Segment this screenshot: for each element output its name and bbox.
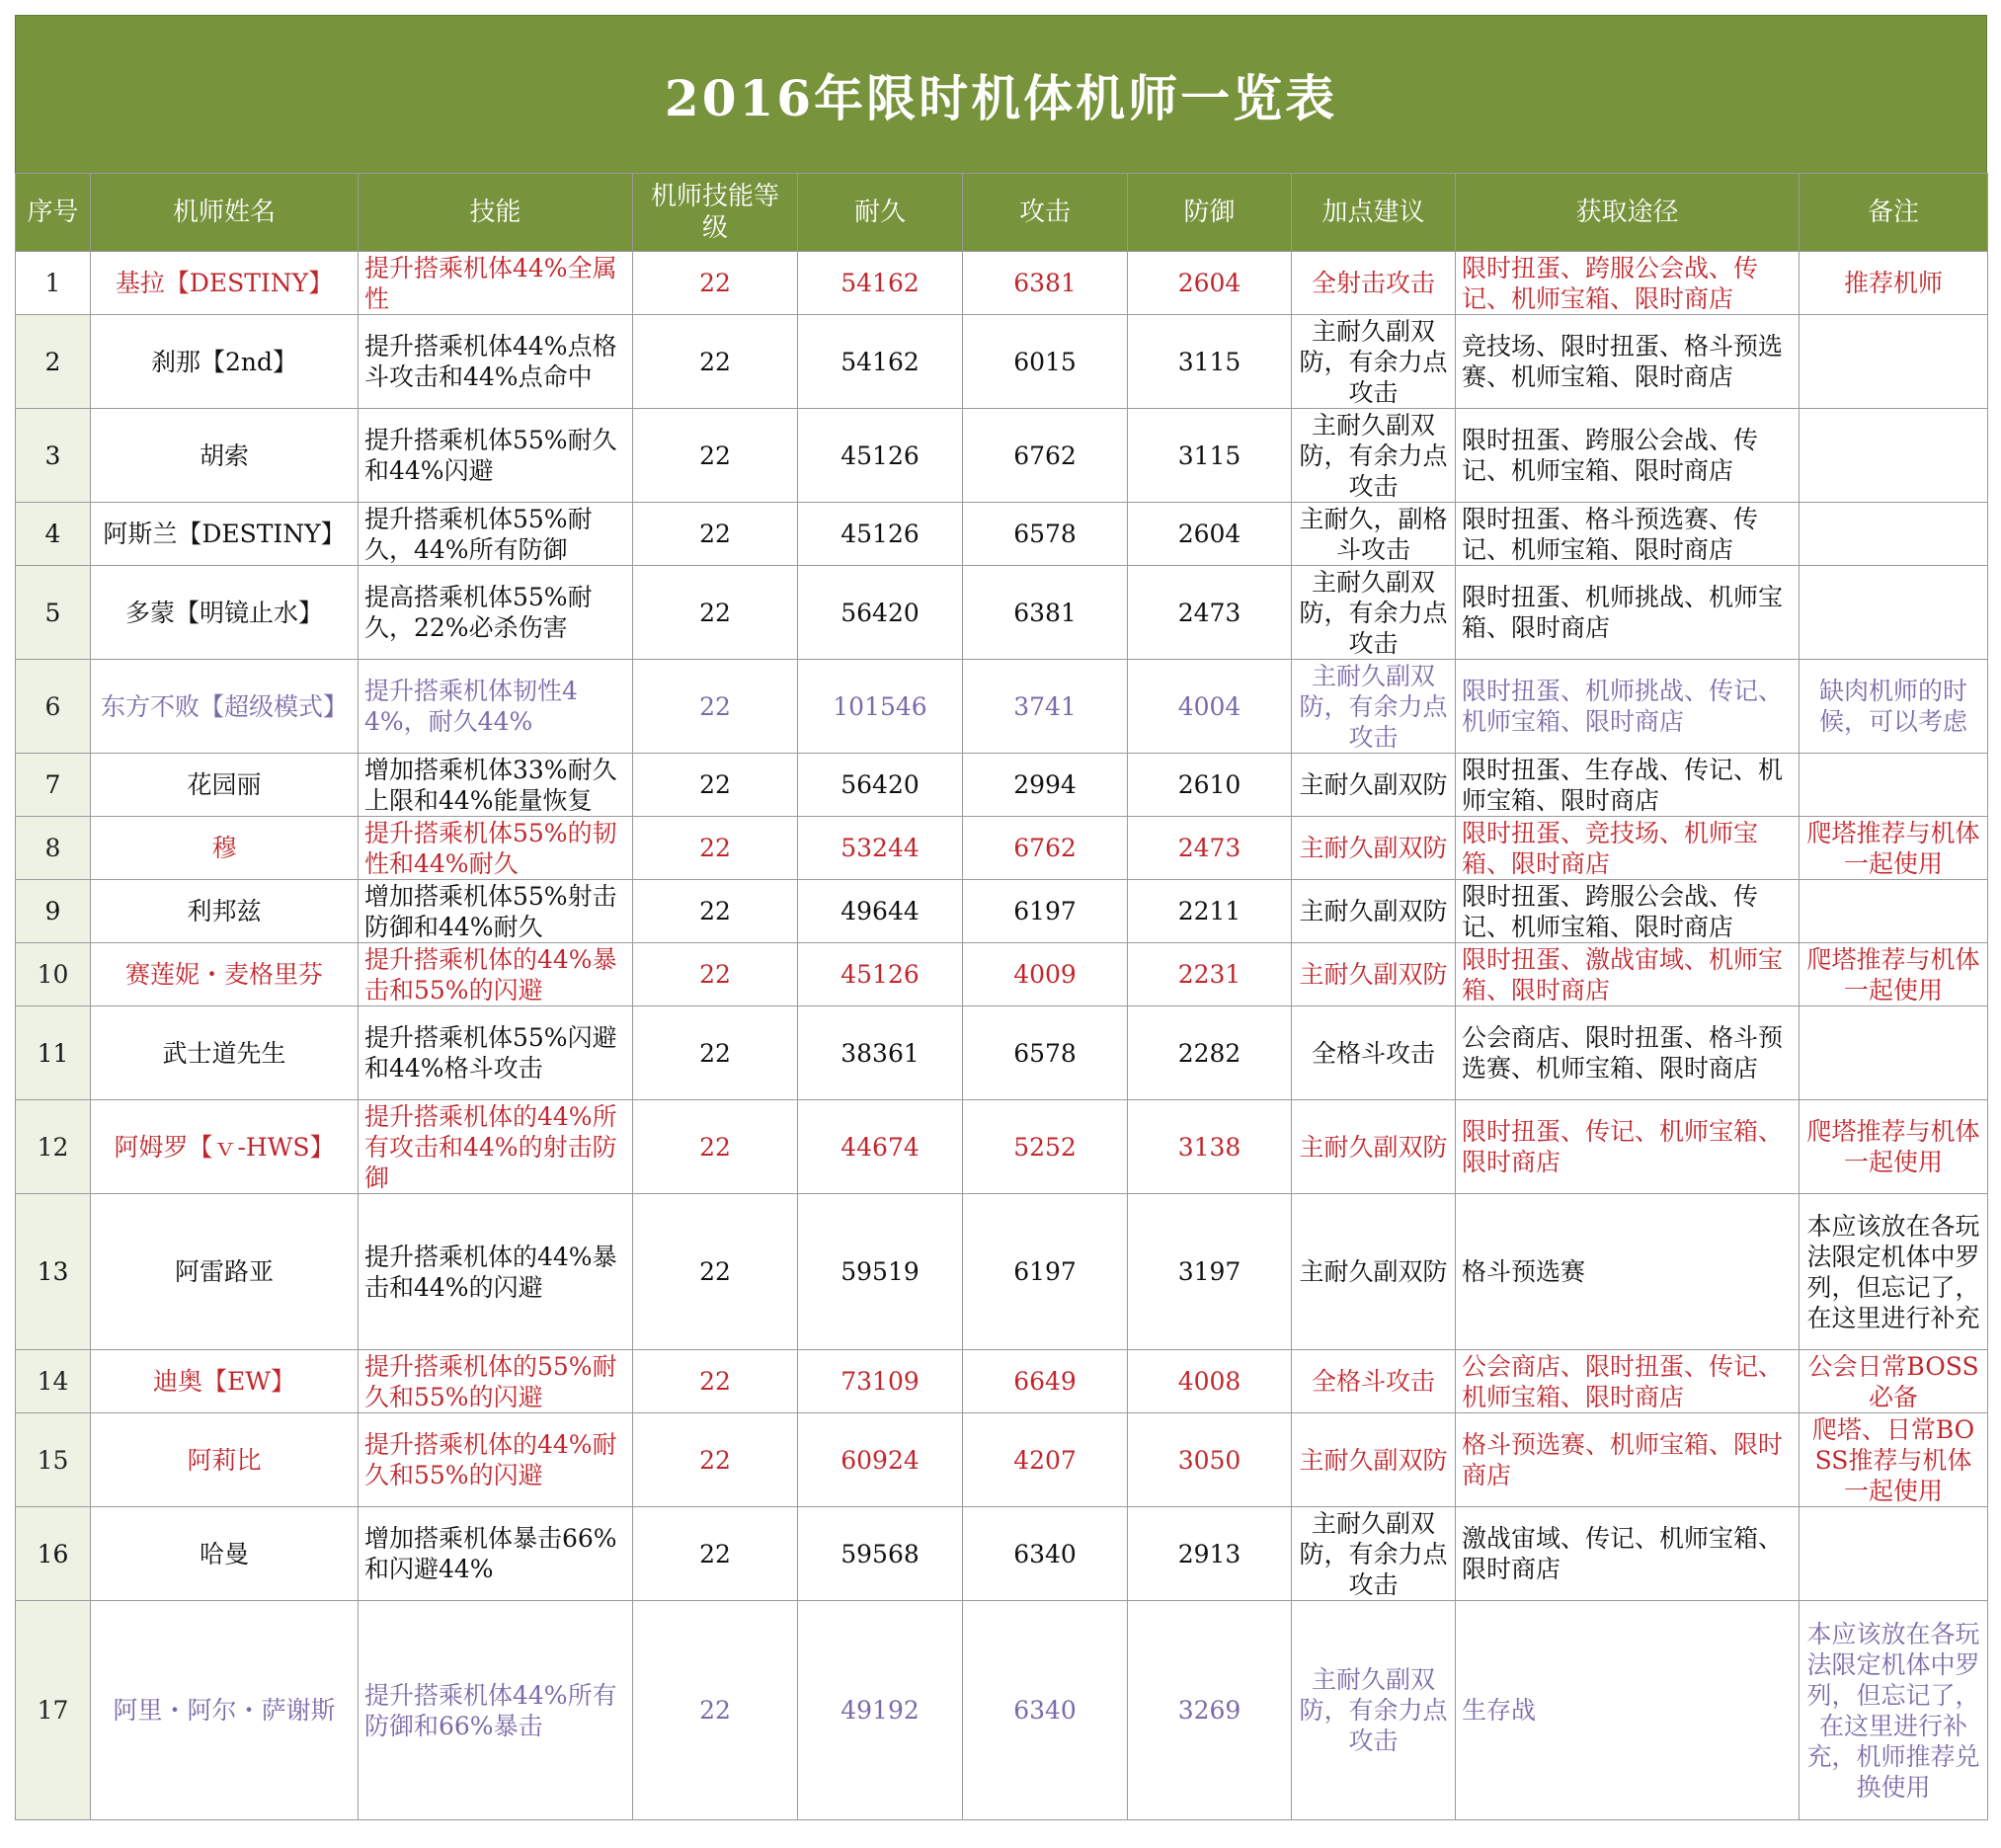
defense-value: 3269 bbox=[1128, 1601, 1292, 1820]
pilot-skill: 提升搭乘机体的44%耐久和55%的闪避 bbox=[359, 1413, 633, 1507]
skill-level: 22 bbox=[633, 880, 798, 943]
skill-level: 22 bbox=[633, 754, 798, 817]
remark: 公会日常BOSS必备 bbox=[1800, 1350, 1988, 1413]
table-row bbox=[16, 566, 1988, 660]
defense-value: 3050 bbox=[1128, 1413, 1292, 1507]
skill-level: 22 bbox=[633, 1194, 798, 1350]
pilot-skill: 提升搭乘机体的55%耐久和55%的闪避 bbox=[359, 1350, 633, 1413]
pilot-name: 迪奥【EW】 bbox=[91, 1350, 359, 1413]
acquisition-source: 限时扭蛋、激战宙域、机师宝箱、限时商店 bbox=[1456, 943, 1800, 1006]
row-number: 10 bbox=[16, 943, 91, 1006]
remark: 爬塔推荐与机体一起使用 bbox=[1800, 817, 1988, 880]
remark: 爬塔推荐与机体一起使用 bbox=[1800, 943, 1988, 1006]
skill-level: 22 bbox=[633, 315, 798, 409]
attack-value: 6015 bbox=[963, 315, 1128, 409]
acquisition-source: 公会商店、限时扭蛋、格斗预选赛、机师宝箱、限时商店 bbox=[1456, 1006, 1800, 1100]
remark: 缺肉机师的时候，可以考虑 bbox=[1800, 660, 1988, 754]
pilot-name: 阿姆罗【ｖ-HWS】 bbox=[91, 1100, 359, 1194]
remark: 爬塔推荐与机体一起使用 bbox=[1800, 1100, 1988, 1194]
acquisition-source: 限时扭蛋、跨服公会战、传记、机师宝箱、限时商店 bbox=[1456, 252, 1800, 315]
stat-advice: 全格斗攻击 bbox=[1292, 1006, 1456, 1100]
acquisition-source: 激战宙域、传记、机师宝箱、限时商店 bbox=[1456, 1507, 1800, 1601]
pilot-skill: 提升搭乘机体55%耐久，44%所有防御 bbox=[359, 503, 633, 566]
skill-level: 22 bbox=[633, 1006, 798, 1100]
pilot-skill: 增加搭乘机体55%射击防御和44%耐久 bbox=[359, 880, 633, 943]
stat-advice: 主耐久副双防，有余力点攻击 bbox=[1292, 1507, 1456, 1601]
attack-value: 6578 bbox=[963, 1006, 1128, 1100]
attack-value: 5252 bbox=[963, 1100, 1128, 1194]
spreadsheet bbox=[15, 15, 1987, 1820]
stat-advice: 全射击攻击 bbox=[1292, 252, 1456, 315]
skill-level: 22 bbox=[633, 1601, 798, 1820]
pilot-skill: 提升搭乘机体的44%暴击和44%的闪避 bbox=[359, 1194, 633, 1350]
pilot-name: 穆 bbox=[91, 817, 359, 880]
durability-value: 49192 bbox=[798, 1601, 963, 1820]
table-row bbox=[16, 1413, 1988, 1507]
acquisition-source: 限时扭蛋、跨服公会战、传记、机师宝箱、限时商店 bbox=[1456, 880, 1800, 943]
table-row bbox=[16, 1194, 1988, 1350]
remark bbox=[1800, 754, 1988, 817]
durability-value: 38361 bbox=[798, 1006, 963, 1100]
remark: 本应该放在各玩法限定机体中罗列，但忘记了，在这里进行补充 bbox=[1800, 1194, 1988, 1350]
skill-level: 22 bbox=[633, 1413, 798, 1507]
table-row bbox=[16, 1601, 1988, 1820]
stat-advice: 主耐久副双防，有余力点攻击 bbox=[1292, 660, 1456, 754]
row-number: 17 bbox=[16, 1601, 91, 1820]
defense-value: 3115 bbox=[1128, 409, 1292, 503]
remark: 本应该放在各玩法限定机体中罗列，但忘记了，在这里进行补充，机师推荐兑换使用 bbox=[1800, 1601, 1988, 1820]
acquisition-source: 限时扭蛋、格斗预选赛、传记、机师宝箱、限时商店 bbox=[1456, 503, 1800, 566]
row-number: 12 bbox=[16, 1100, 91, 1194]
stat-advice: 主耐久副双防 bbox=[1292, 817, 1456, 880]
remark bbox=[1800, 1507, 1988, 1601]
skill-level: 22 bbox=[633, 252, 798, 315]
table-row bbox=[16, 1507, 1988, 1601]
remark bbox=[1800, 566, 1988, 660]
stat-advice: 主耐久副双防 bbox=[1292, 754, 1456, 817]
acquisition-source: 竞技场、限时扭蛋、格斗预选赛、机师宝箱、限时商店 bbox=[1456, 315, 1800, 409]
durability-value: 60924 bbox=[798, 1413, 963, 1507]
attack-value: 4009 bbox=[963, 943, 1128, 1006]
remark bbox=[1800, 880, 1988, 943]
row-number: 8 bbox=[16, 817, 91, 880]
defense-value: 4008 bbox=[1128, 1350, 1292, 1413]
remark bbox=[1800, 409, 1988, 503]
durability-value: 45126 bbox=[798, 409, 963, 503]
stat-advice: 主耐久，副格斗攻击 bbox=[1292, 503, 1456, 566]
attack-value: 6381 bbox=[963, 252, 1128, 315]
stat-advice: 主耐久副双防 bbox=[1292, 1100, 1456, 1194]
attack-value: 6649 bbox=[963, 1350, 1128, 1413]
remark bbox=[1800, 503, 1988, 566]
durability-value: 49644 bbox=[798, 880, 963, 943]
stat-advice: 主耐久副双防 bbox=[1292, 1413, 1456, 1507]
row-number: 3 bbox=[16, 409, 91, 503]
defense-value: 3115 bbox=[1128, 315, 1292, 409]
remark: 推荐机师 bbox=[1800, 252, 1988, 315]
pilot-name: 阿里・阿尔・萨谢斯 bbox=[91, 1601, 359, 1820]
attack-value: 6340 bbox=[963, 1601, 1128, 1820]
attack-value: 6762 bbox=[963, 817, 1128, 880]
attack-value: 6197 bbox=[963, 1194, 1128, 1350]
row-number: 15 bbox=[16, 1413, 91, 1507]
pilot-name: 阿雷路亚 bbox=[91, 1194, 359, 1350]
durability-value: 59568 bbox=[798, 1507, 963, 1601]
acquisition-source: 公会商店、限时扭蛋、传记、机师宝箱、限时商店 bbox=[1456, 1350, 1800, 1413]
row-number: 7 bbox=[16, 754, 91, 817]
defense-value: 2282 bbox=[1128, 1006, 1292, 1100]
pilot-name: 多蒙【明镜止水】 bbox=[91, 566, 359, 660]
pilot-skill: 提升搭乘机体55%耐久和44%闪避 bbox=[359, 409, 633, 503]
table-row bbox=[16, 943, 1988, 1006]
skill-level: 22 bbox=[633, 1100, 798, 1194]
header-skill: 技能 bbox=[359, 174, 633, 252]
skill-level: 22 bbox=[633, 1350, 798, 1413]
stat-advice: 主耐久副双防，有余力点攻击 bbox=[1292, 566, 1456, 660]
table-row bbox=[16, 1350, 1988, 1413]
header-level: 机师技能等级 bbox=[633, 174, 798, 252]
skill-level: 22 bbox=[633, 503, 798, 566]
attack-value: 3741 bbox=[963, 660, 1128, 754]
table-row bbox=[16, 1006, 1988, 1100]
attack-value: 6197 bbox=[963, 880, 1128, 943]
pilot-table bbox=[15, 173, 1988, 1820]
pilot-skill: 提升搭乘机体44%所有防御和66%暴击 bbox=[359, 1601, 633, 1820]
skill-level: 22 bbox=[633, 817, 798, 880]
pilot-skill: 提升搭乘机体44%点格斗攻击和44%点命中 bbox=[359, 315, 633, 409]
skill-level: 22 bbox=[633, 660, 798, 754]
stat-advice: 主耐久副双防 bbox=[1292, 880, 1456, 943]
skill-level: 22 bbox=[633, 943, 798, 1006]
durability-value: 44674 bbox=[798, 1100, 963, 1194]
defense-value: 2913 bbox=[1128, 1507, 1292, 1601]
skill-level: 22 bbox=[633, 1507, 798, 1601]
pilot-skill: 提升搭乘机体韧性44%，耐久44% bbox=[359, 660, 633, 754]
pilot-name: 阿莉比 bbox=[91, 1413, 359, 1507]
row-number: 13 bbox=[16, 1194, 91, 1350]
stat-advice: 主耐久副双防，有余力点攻击 bbox=[1292, 315, 1456, 409]
header-hp: 耐久 bbox=[798, 174, 963, 252]
acquisition-source: 限时扭蛋、生存战、传记、机师宝箱、限时商店 bbox=[1456, 754, 1800, 817]
durability-value: 45126 bbox=[798, 503, 963, 566]
acquisition-source: 限时扭蛋、竞技场、机师宝箱、限时商店 bbox=[1456, 817, 1800, 880]
row-number: 2 bbox=[16, 315, 91, 409]
table-title: 2016年限时机体机师一览表 bbox=[15, 15, 1987, 173]
row-number: 14 bbox=[16, 1350, 91, 1413]
table-row bbox=[16, 817, 1988, 880]
pilot-skill: 增加搭乘机体33%耐久上限和44%能量恢复 bbox=[359, 754, 633, 817]
defense-value: 2473 bbox=[1128, 817, 1292, 880]
defense-value: 2610 bbox=[1128, 754, 1292, 817]
table-row bbox=[16, 315, 1988, 409]
pilot-name: 阿斯兰【DESTINY】 bbox=[91, 503, 359, 566]
header-row bbox=[16, 174, 1988, 252]
attack-value: 6762 bbox=[963, 409, 1128, 503]
pilot-name: 胡索 bbox=[91, 409, 359, 503]
remark bbox=[1800, 315, 1988, 409]
skill-level: 22 bbox=[633, 409, 798, 503]
pilot-skill: 提升搭乘机体44%全属性 bbox=[359, 252, 633, 315]
skill-level: 22 bbox=[633, 566, 798, 660]
header-def: 防御 bbox=[1128, 174, 1292, 252]
attack-value: 2994 bbox=[963, 754, 1128, 817]
table-row bbox=[16, 660, 1988, 754]
acquisition-source: 限时扭蛋、机师挑战、机师宝箱、限时商店 bbox=[1456, 566, 1800, 660]
durability-value: 54162 bbox=[798, 252, 963, 315]
header-name: 机师姓名 bbox=[91, 174, 359, 252]
attack-value: 6578 bbox=[963, 503, 1128, 566]
durability-value: 101546 bbox=[798, 660, 963, 754]
defense-value: 2604 bbox=[1128, 503, 1292, 566]
remark bbox=[1800, 1006, 1988, 1100]
durability-value: 56420 bbox=[798, 754, 963, 817]
pilot-name: 利邦兹 bbox=[91, 880, 359, 943]
pilot-skill: 提升搭乘机体55%闪避和44%格斗攻击 bbox=[359, 1006, 633, 1100]
pilot-name: 赛莲妮・麦格里芬 bbox=[91, 943, 359, 1006]
remark: 爬塔、日常BOSS推荐与机体一起使用 bbox=[1800, 1413, 1988, 1507]
pilot-name: 武士道先生 bbox=[91, 1006, 359, 1100]
defense-value: 2604 bbox=[1128, 252, 1292, 315]
defense-value: 2473 bbox=[1128, 566, 1292, 660]
header-advice: 加点建议 bbox=[1292, 174, 1456, 252]
acquisition-source: 格斗预选赛 bbox=[1456, 1194, 1800, 1350]
acquisition-source: 限时扭蛋、跨服公会战、传记、机师宝箱、限时商店 bbox=[1456, 409, 1800, 503]
pilot-name: 基拉【DESTINY】 bbox=[91, 252, 359, 315]
pilot-name: 花园丽 bbox=[91, 754, 359, 817]
row-number: 6 bbox=[16, 660, 91, 754]
acquisition-source: 格斗预选赛、机师宝箱、限时商店 bbox=[1456, 1413, 1800, 1507]
row-number: 1 bbox=[16, 252, 91, 315]
table-row bbox=[16, 503, 1988, 566]
defense-value: 3138 bbox=[1128, 1100, 1292, 1194]
pilot-skill: 提升搭乘机体的44%暴击和55%的闪避 bbox=[359, 943, 633, 1006]
header-no: 序号 bbox=[16, 174, 91, 252]
header-source: 获取途径 bbox=[1456, 174, 1800, 252]
acquisition-source: 生存战 bbox=[1456, 1601, 1800, 1820]
defense-value: 2231 bbox=[1128, 943, 1292, 1006]
durability-value: 73109 bbox=[798, 1350, 963, 1413]
pilot-skill: 增加搭乘机体暴击66%和闪避44% bbox=[359, 1507, 633, 1601]
defense-value: 4004 bbox=[1128, 660, 1292, 754]
stat-advice: 主耐久副双防，有余力点攻击 bbox=[1292, 1601, 1456, 1820]
attack-value: 6381 bbox=[963, 566, 1128, 660]
stat-advice: 主耐久副双防，有余力点攻击 bbox=[1292, 409, 1456, 503]
durability-value: 56420 bbox=[798, 566, 963, 660]
durability-value: 53244 bbox=[798, 817, 963, 880]
acquisition-source: 限时扭蛋、机师挑战、传记、机师宝箱、限时商店 bbox=[1456, 660, 1800, 754]
header-note: 备注 bbox=[1800, 174, 1988, 252]
header-atk: 攻击 bbox=[963, 174, 1128, 252]
pilot-skill: 提高搭乘机体55%耐久，22%必杀伤害 bbox=[359, 566, 633, 660]
stat-advice: 主耐久副双防 bbox=[1292, 943, 1456, 1006]
durability-value: 45126 bbox=[798, 943, 963, 1006]
table-row bbox=[16, 754, 1988, 817]
defense-value: 3197 bbox=[1128, 1194, 1292, 1350]
pilot-skill: 提升搭乘机体的44%所有攻击和44%的射击防御 bbox=[359, 1100, 633, 1194]
attack-value: 4207 bbox=[963, 1413, 1128, 1507]
pilot-skill: 提升搭乘机体55%的韧性和44%耐久 bbox=[359, 817, 633, 880]
stat-advice: 全格斗攻击 bbox=[1292, 1350, 1456, 1413]
table-row bbox=[16, 880, 1988, 943]
durability-value: 59519 bbox=[798, 1194, 963, 1350]
pilot-name: 刹那【2nd】 bbox=[91, 315, 359, 409]
pilot-name: 东方不败【超级模式】 bbox=[91, 660, 359, 754]
table-row bbox=[16, 252, 1988, 315]
durability-value: 54162 bbox=[798, 315, 963, 409]
stat-advice: 主耐久副双防 bbox=[1292, 1194, 1456, 1350]
acquisition-source: 限时扭蛋、传记、机师宝箱、限时商店 bbox=[1456, 1100, 1800, 1194]
attack-value: 6340 bbox=[963, 1507, 1128, 1601]
pilot-name: 哈曼 bbox=[91, 1507, 359, 1601]
defense-value: 2211 bbox=[1128, 880, 1292, 943]
table-row bbox=[16, 409, 1988, 503]
row-number: 9 bbox=[16, 880, 91, 943]
row-number: 5 bbox=[16, 566, 91, 660]
row-number: 11 bbox=[16, 1006, 91, 1100]
row-number: 4 bbox=[16, 503, 91, 566]
row-number: 16 bbox=[16, 1507, 91, 1601]
table-row bbox=[16, 1100, 1988, 1194]
